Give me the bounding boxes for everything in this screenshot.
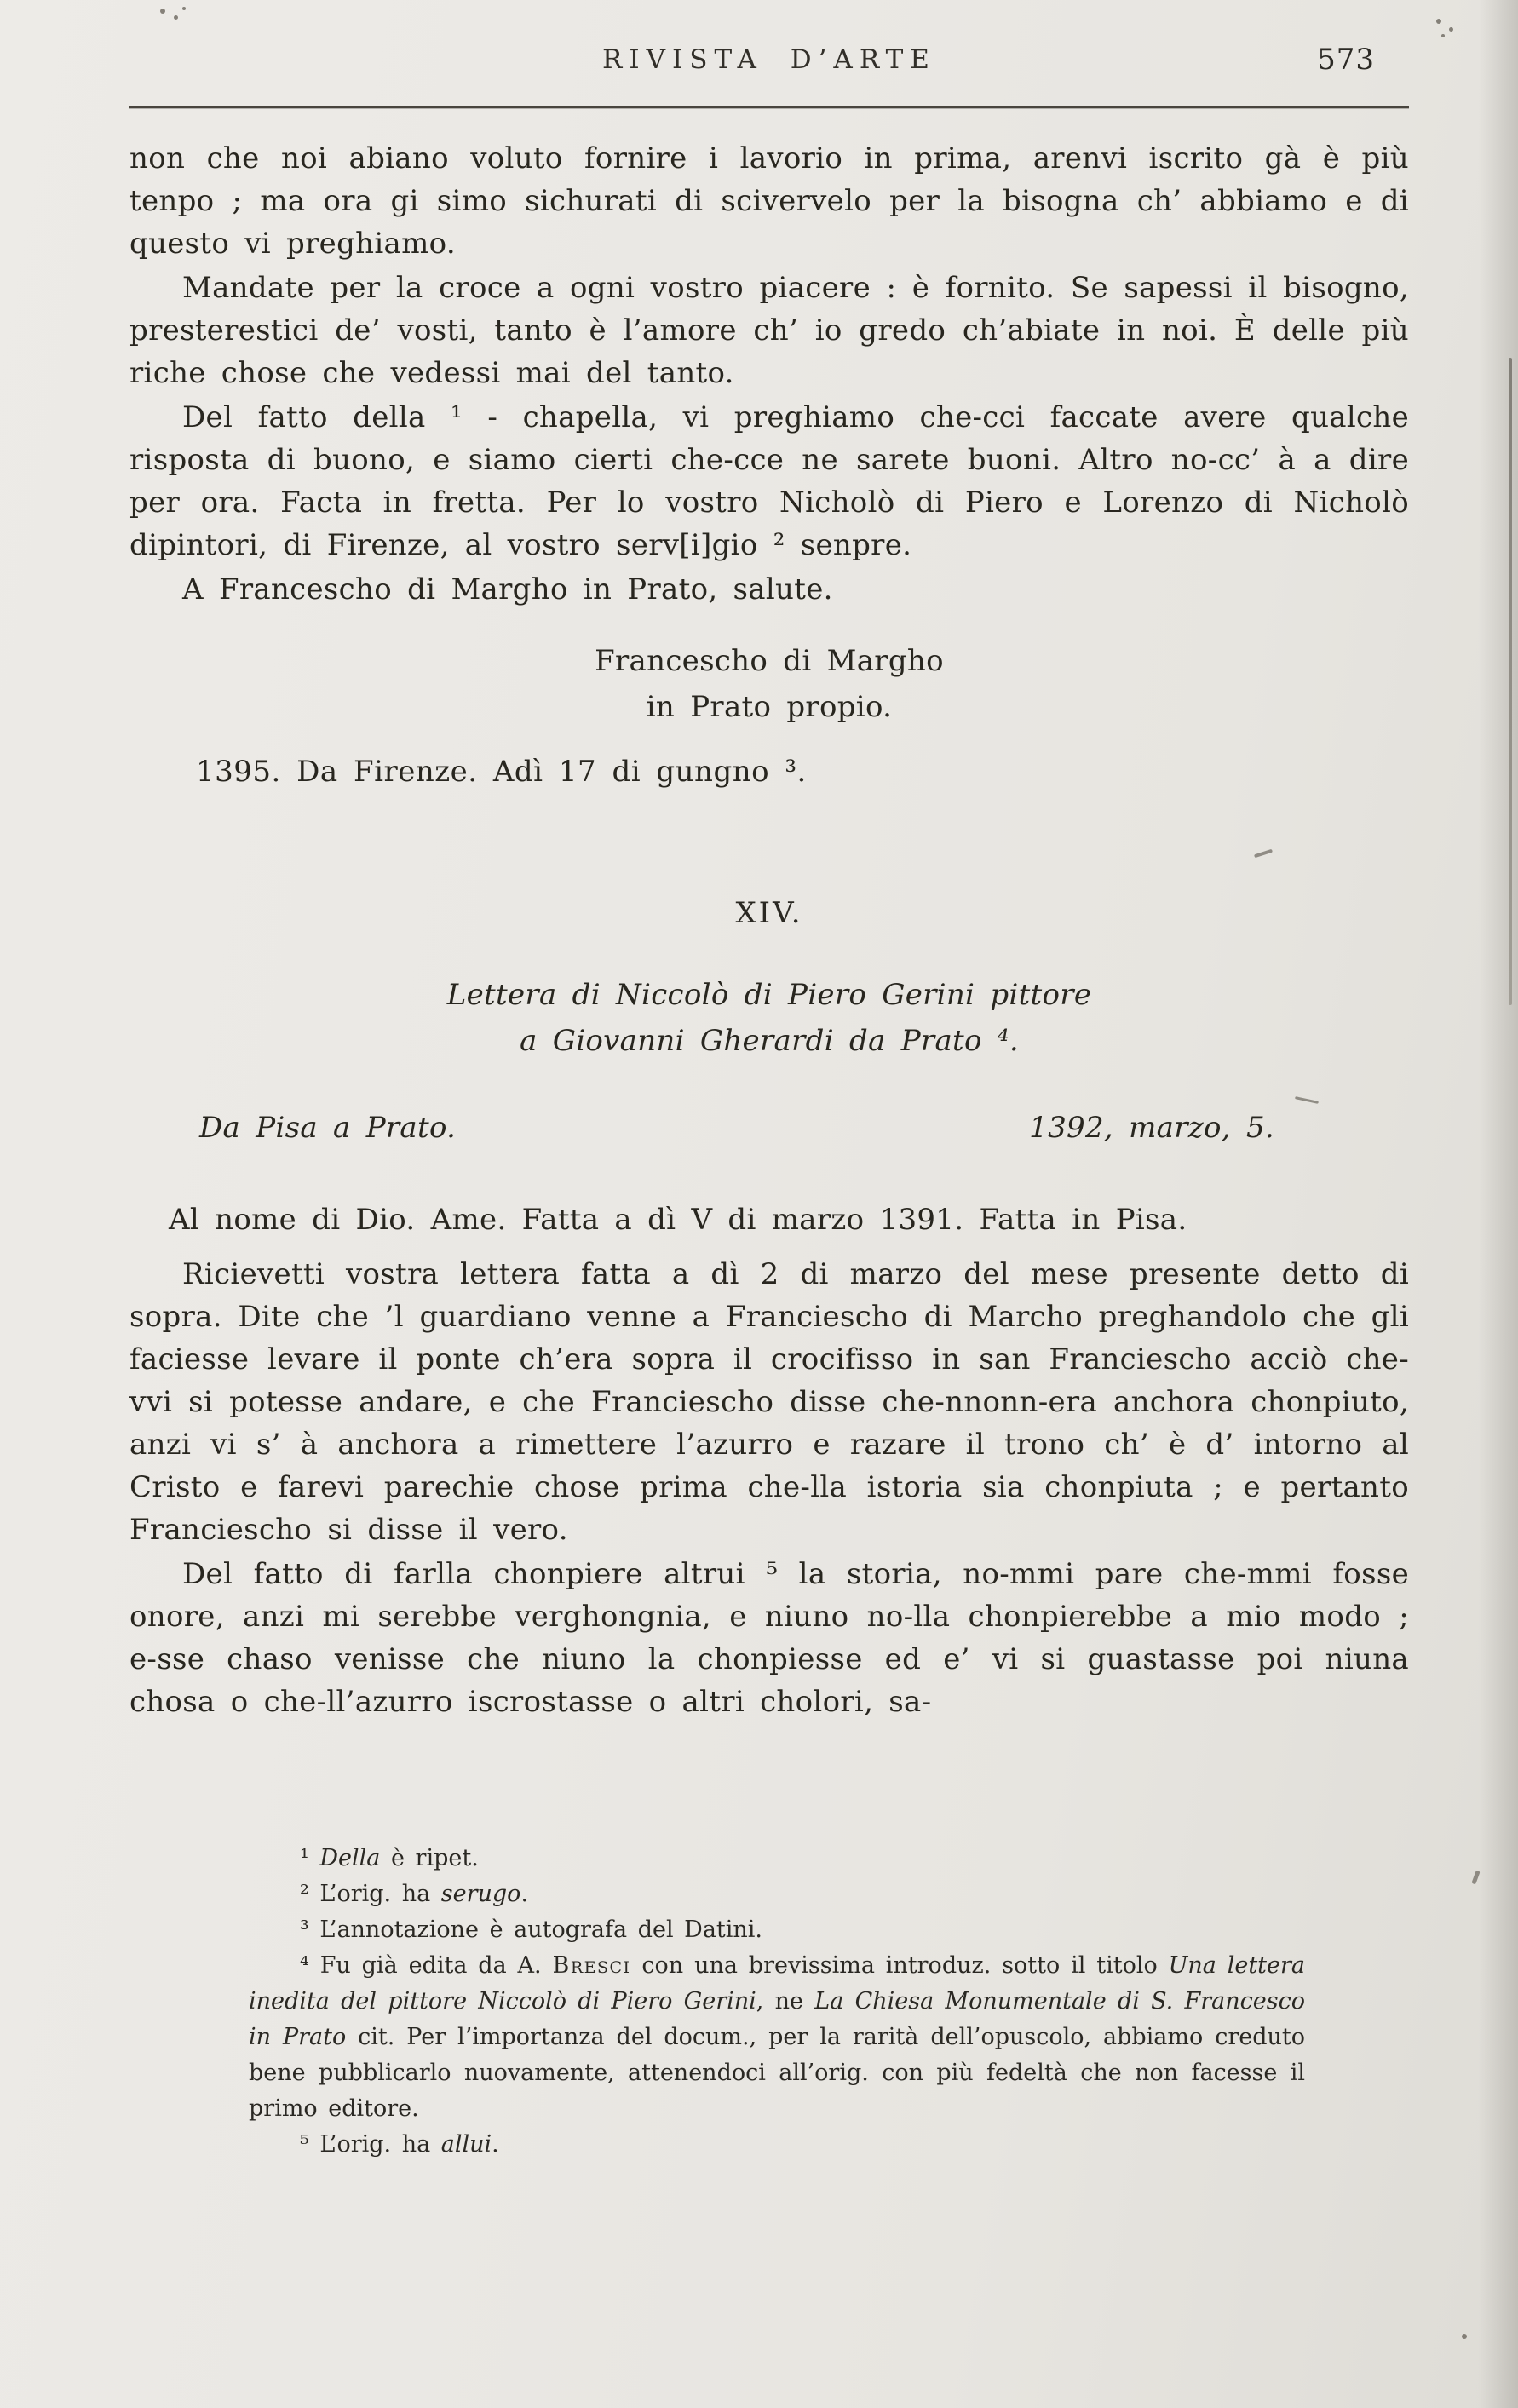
footnote-segment: , ne — [756, 1988, 815, 2014]
footnote-segment: cit. Per l’importanza del docum., per la rarità dell’opuscolo, abbiamo creduto bene pubblicarlo nuovamente, attenendoci all’orig. con più fedeltà che non facesse il primo editore. — [249, 2024, 1305, 2122]
scan-speck — [1462, 2334, 1467, 2339]
letter-paragraph: A Francescho di Margho in Prato, salute. — [182, 572, 833, 606]
signature-block — [129, 638, 1409, 730]
footnote-segment: con una brevissima introduz. sotto il titolo — [630, 1952, 1169, 1979]
header-rule — [129, 106, 1409, 108]
footnote-1 — [249, 1841, 1305, 1876]
letter-paragraph: Del fatto di farlla chonpiere altrui ⁵ la storia, no-mmi pare che-mmi fosse onore, anzi mi serebbe verghongnia, e niuno no-lla chonpierebbe a mio modo ; e-sse chaso venisse che niuno la chonpiesse ed e’ vi si guastasse poi niuna chosa o che-ll’azurro iscrostasse o altri cholori, sa- — [129, 1557, 1409, 1719]
footnote-segment: Della — [319, 1845, 381, 1871]
section-title-line2: a Giovanni Gherardi da Prato ⁴. — [520, 1024, 1019, 1058]
footnote-segment: ⁵ L’orig. ha — [300, 2131, 441, 2158]
scan-speck — [182, 7, 186, 10]
section-number: XIV. — [735, 896, 803, 930]
footnote-segment: ⁴ Fu già edita da A. — [300, 1952, 553, 1979]
footnote-segment: serugo — [440, 1881, 521, 1907]
letter-place: Da Pisa a Prato. — [199, 1111, 457, 1145]
scan-speck — [160, 9, 165, 14]
page-header — [129, 44, 1409, 92]
letter-paragraph: Ricievetti vostra lettera fatta a dì 2 di marzo del mese presente detto di sopra. Dite che ’l guardiano venne a Franciescho di Marcho preghandolo che gli faciesse levare il ponte ch’era sopra il crocifisso in san Franciescho acciò che-vvi si potesse andare, e che Franciescho disse che-nnonn-era anchora chonpiuto, anzi vi s’ à anchora a rimettere l’azurro e razare il trono ch’ è d’ intorno al Cristo e farevi parechie chose prima che-lla istoria sia chonpiuta ; e pertanto Franciescho si disse il vero. — [129, 1257, 1409, 1547]
signature-name: Francescho di Margho — [595, 644, 944, 678]
footnote-segment: allui — [440, 2131, 492, 2158]
footnote-segment: ² L’orig. ha — [300, 1881, 441, 1907]
letter-paragraph: non che noi abiano voluto fornire i lavorio in prima, arenvi iscrito gà è più tenpo ; ma ora gi simo sichurati di scivervelo per la bisogna ch’ abbiamo e di questo vi preghiamo. — [129, 141, 1409, 261]
letter-paragraph: Del fatto della ¹ - chapella, vi preghiamo che-cci faccate avere qualche risposta di buono, e siamo cierti che-cce ne sarete buoni. Altro no-cc’ à a dire per ora. Facta in fretta. Per lo vostro Nicholò di Piero e Lorenzo di Nicholò dipintori, di Firenze, al vostro serv[i]gio ² senpre. — [129, 400, 1409, 562]
letter-date: 1392, marzo, 5. — [1029, 1111, 1274, 1145]
scan-speck — [1441, 34, 1445, 37]
letter-paragraph: Mandate per la croce a ogni vostro piacere : è fornito. Se sapessi il bisogno, presterestici de’ vosti, tanto è l’amore ch’ io gredo ch’abiate in noi. È delle più riche chose che vedessi mai del tanto. — [129, 271, 1409, 390]
dateline: 1395. Da Firenze. Adì 17 di gungno ³. — [196, 755, 807, 789]
footnote-2 — [249, 1876, 1305, 1912]
footnote-segment: Una lettera inedita del pittore Niccolò di Piero Gerini — [249, 1952, 1305, 2014]
scan-speck — [1449, 27, 1453, 32]
footnote-segment: . — [492, 2131, 499, 2158]
page-number: 573 — [1317, 43, 1375, 77]
footnote-segment: La Chiesa Monumentale di S. Francesco in Prato — [249, 1988, 1305, 2050]
section-title-line1: Lettera di Niccolò di Piero Gerini pittore — [446, 978, 1092, 1012]
footnote-5 — [249, 2127, 1305, 2163]
footnote-segment: Bresci — [552, 1952, 631, 1979]
footnote-segment: è ripet. — [380, 1845, 479, 1871]
place-date-row — [129, 1106, 1409, 1149]
footnote-segment: ¹ — [300, 1845, 320, 1871]
footnote-3: ³ L’annotazione è autografa del Datini. — [300, 1917, 763, 1943]
footnote-segment: . — [520, 1881, 529, 1907]
letter-opening: Al nome di Dio. Ame. Fatta a dì V di marzo 1391. Fatta in Pisa. — [169, 1203, 1187, 1237]
letter-body — [129, 137, 1409, 1723]
signature-place: in Prato propio. — [646, 690, 893, 724]
scan-speck — [1436, 19, 1441, 24]
footnote-4 — [249, 1948, 1305, 2127]
scan-speck — [174, 15, 178, 20]
page-edge-line — [1509, 358, 1512, 1005]
footnotes — [129, 1841, 1409, 2163]
section-title — [129, 972, 1409, 1064]
journal-title: RIVISTA D’ARTE — [602, 44, 936, 75]
